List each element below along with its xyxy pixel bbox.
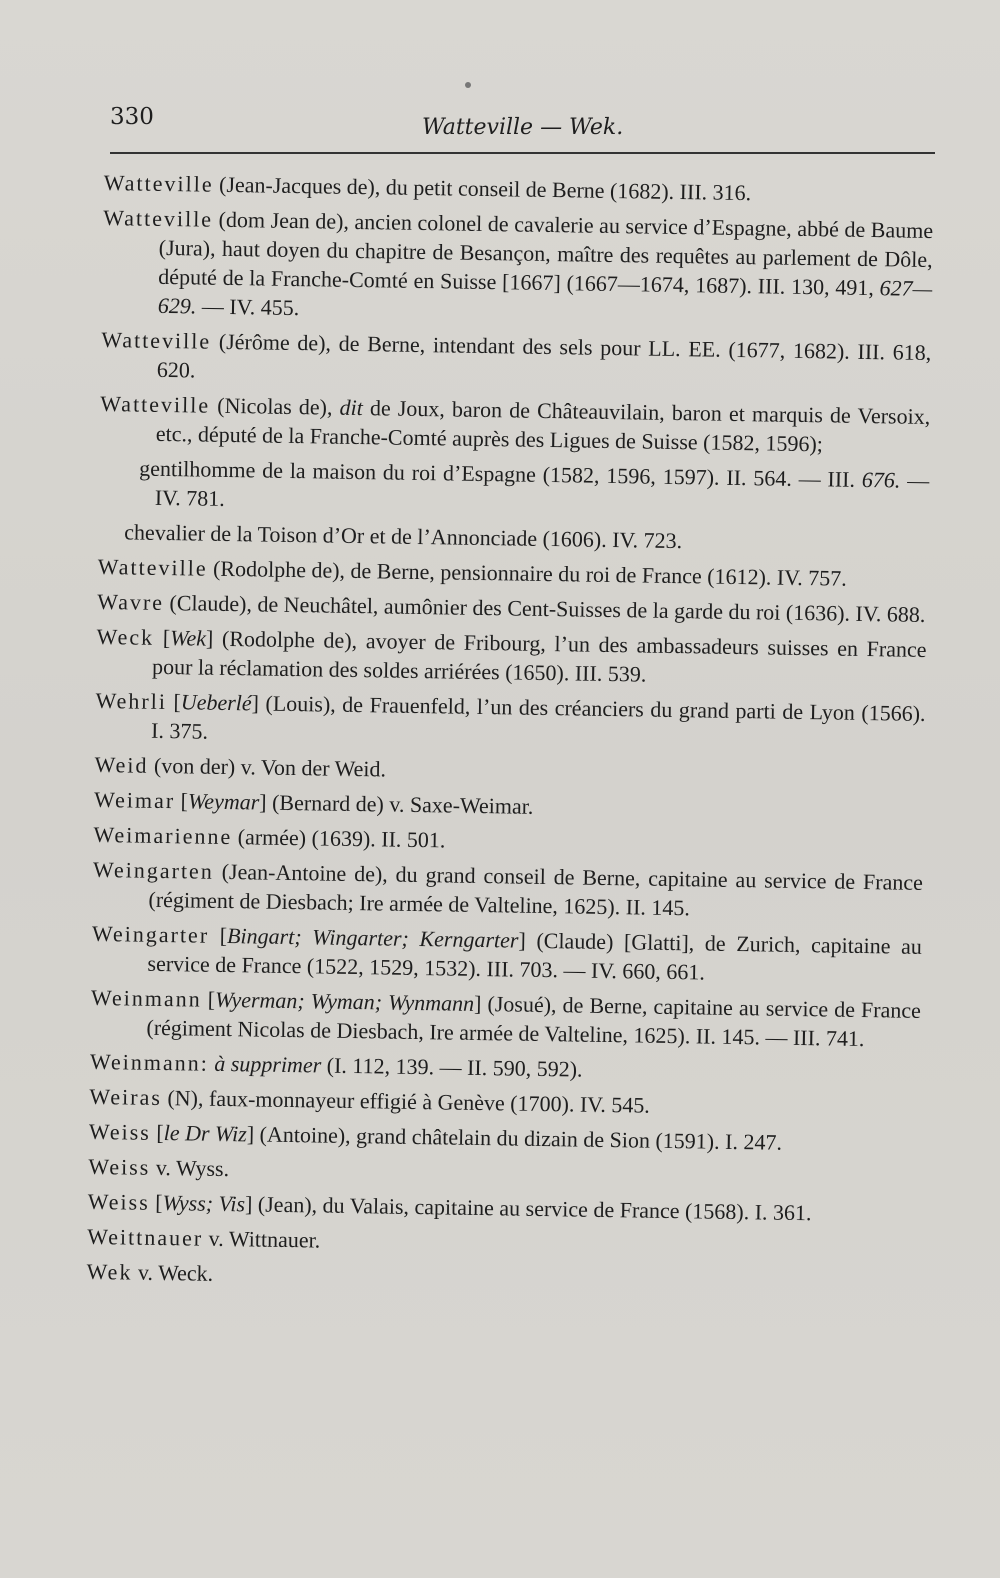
entry-tail: — IV. 455. [196, 293, 300, 321]
entry-head: Weinmann: [89, 1048, 210, 1076]
entry-head: Watteville [103, 169, 214, 197]
running-head: Watteville — Wek. [422, 115, 624, 140]
entry-text: (Nicolas de), [209, 392, 340, 420]
entry-head: Weinmann [90, 984, 202, 1012]
entry-text: [ [174, 788, 189, 814]
entry-head: Wehrli [95, 687, 168, 715]
entry-italic: Bingart; Wingarter; Kerngarter [226, 923, 519, 953]
entry-italic: dit [339, 394, 364, 421]
entry-tail: ] (Bernard de) v. Saxe-Weimar. [259, 789, 534, 819]
index-entry [88, 1187, 918, 1229]
index-entry [96, 622, 927, 693]
entry-head: Weittnauer [87, 1223, 204, 1251]
entry-head: Weiss [87, 1188, 150, 1215]
entry-text: [ [150, 1119, 164, 1146]
entry-head: Wavre [96, 588, 165, 615]
entry-italic: Ueberlé [180, 689, 252, 716]
entry-head: Weiras [89, 1083, 163, 1111]
entry-text: (Claude), de Neuchâtel, aumônier des Cent-Suisses de la garde du roi (1636). IV. 688. [163, 589, 926, 627]
entry-head: Weimarienne [93, 821, 233, 850]
entry-italic: Wyss; Vis [162, 1190, 246, 1217]
entry-italic: le Dr Wiz [163, 1120, 248, 1147]
entry-text: [ [149, 1189, 163, 1216]
entry-text: [ [201, 986, 216, 1012]
index-entries [86, 168, 934, 1305]
index-entry [101, 325, 932, 396]
index-entry [86, 1257, 916, 1299]
entry-text: (Jérôme de), de Berne, intendant des sels pour LL. EE. (1677, 1682). III. 618, 620. [156, 328, 932, 383]
index-entry [90, 1047, 920, 1089]
entry-tail: ] (Jean), du Valais, capitaine au service de France (1568). I. 361. [244, 1191, 812, 1226]
index-entry [89, 1117, 919, 1159]
index-entry [97, 587, 927, 629]
entry-head: Weingarter [91, 920, 210, 948]
entry-italic: à supprimer [214, 1050, 322, 1078]
entry-text: (armée) (1639). II. 501. [232, 824, 446, 853]
entry-head: Weiss [88, 1153, 151, 1180]
entry-italic: 676. [861, 466, 901, 493]
index-subentry [98, 517, 928, 559]
entry-text: gentilhomme de la maison du roi d’Espagne (1582, 1596, 1597). II. 564. — III. [139, 455, 863, 492]
entry-tail: (I. 112, 139. — II. 590, 592). [321, 1052, 583, 1082]
index-entry [87, 1222, 917, 1264]
entry-text: (N), faux-monnayeur effigié à Genève (1700). IV. 545. [161, 1085, 651, 1118]
index-entry [98, 552, 928, 594]
entry-text: v. Weck. [132, 1259, 214, 1286]
entry-text: (Jean-Jacques de), du petit conseil de Berne (1682). III. 316. [213, 171, 752, 206]
entry-text: (Jean-Antoine de), du grand conseil de Berne, capitaine au service de France (régiment de Diesbach; Ire armée de Valteline, 1625). II. 145. [148, 858, 924, 921]
entry-head: Watteville [101, 326, 212, 354]
index-entry [102, 203, 934, 332]
entry-italic: 627—629. [157, 275, 933, 319]
entry-text: [ [153, 624, 171, 651]
entry-text: [ [208, 922, 228, 949]
entry-head: Weingarten [92, 856, 215, 884]
index-entry [94, 785, 924, 827]
entry-tail: ] (Josué), de Berne, capitaine au service de France (régiment Nicolas de Diesbach, Ire armée de Valteline, 1625). II. 145. — III. 741. [146, 990, 922, 1052]
entry-head: Watteville [103, 204, 214, 232]
entry-head: Watteville [100, 390, 211, 418]
index-entry [90, 983, 921, 1054]
index-entry [100, 389, 931, 460]
index-entry [104, 168, 934, 210]
entry-text: chevalier de la Toison d’Or et de l’Annonciade (1606). IV. 723. [124, 519, 683, 554]
entry-text: (dom Jean de), ancien colonel de cavalerie au service d’Espagne, abbé de Baume (Jura), haut doyen du chapitre de Besançon, maître des requêtes au parlement de Dôle, député de la Franche-Comté en Suisse [1667] (1667—1674, 1687). III. 130, 491, [158, 206, 934, 301]
entry-italic: Wek [169, 625, 207, 651]
entry-head: Watteville [97, 553, 208, 581]
entry-text: v. Wittnauer. [202, 1225, 321, 1253]
header-rule [110, 152, 935, 154]
page-number: 330 [110, 104, 154, 130]
index-entry [93, 820, 923, 862]
entry-head: Wek [86, 1258, 133, 1285]
entry-head: Weid [94, 751, 149, 778]
entry-italic: Weymar [187, 788, 260, 815]
entry-tail: ] (Rodolphe de), avoyer de Fribourg, l’un des ambassadeurs suisses en France pour la réclamation des soldes arriérées (1650). III. 539. [151, 625, 927, 687]
entry-tail: ] (Louis), de Frauenfeld, l’un des créanciers du grand parti de Lyon (1566). I. 375. [150, 690, 926, 744]
entry-head: Weimar [93, 786, 176, 814]
index-entry [91, 919, 922, 990]
entry-tail: ] (Antoine), grand châtelain du dizain de Sion (1591). I. 247. [246, 1121, 783, 1155]
entry-text: (Rodolphe de), de Berne, pensionnaire du roi de France (1612). IV. 757. [207, 555, 847, 591]
entry-italic: Wyerman; Wyman; Wynmann [214, 986, 475, 1016]
entry-tail: de Joux, baron de Châteauvilain, baron et marquis de Versoix, etc., député de la Franche-Comté auprès des Ligues de Suisse (1582, 1596); [155, 395, 931, 457]
entry-head: Weiss [88, 1118, 152, 1145]
index-entry [89, 1082, 919, 1124]
index-subentry [99, 453, 930, 524]
page-header [110, 100, 935, 160]
index-entry [92, 855, 923, 926]
index-entry [95, 686, 926, 757]
ink-speck [465, 82, 471, 88]
index-entry [88, 1152, 918, 1194]
entry-text: v. Wyss. [150, 1154, 230, 1182]
entry-text: (von der) v. Von der Weid. [148, 752, 387, 782]
index-entry [94, 750, 924, 792]
entry-head: Weck [96, 623, 155, 650]
entry-text: [ [166, 689, 182, 715]
entry-tail: ] (Claude) [Glatti], de Zurich, capitaine au service de France (1522, 1529, 1532). III. 703. — IV. 660, 661. [147, 927, 923, 985]
entry-tail: — IV. 781. [154, 467, 930, 511]
